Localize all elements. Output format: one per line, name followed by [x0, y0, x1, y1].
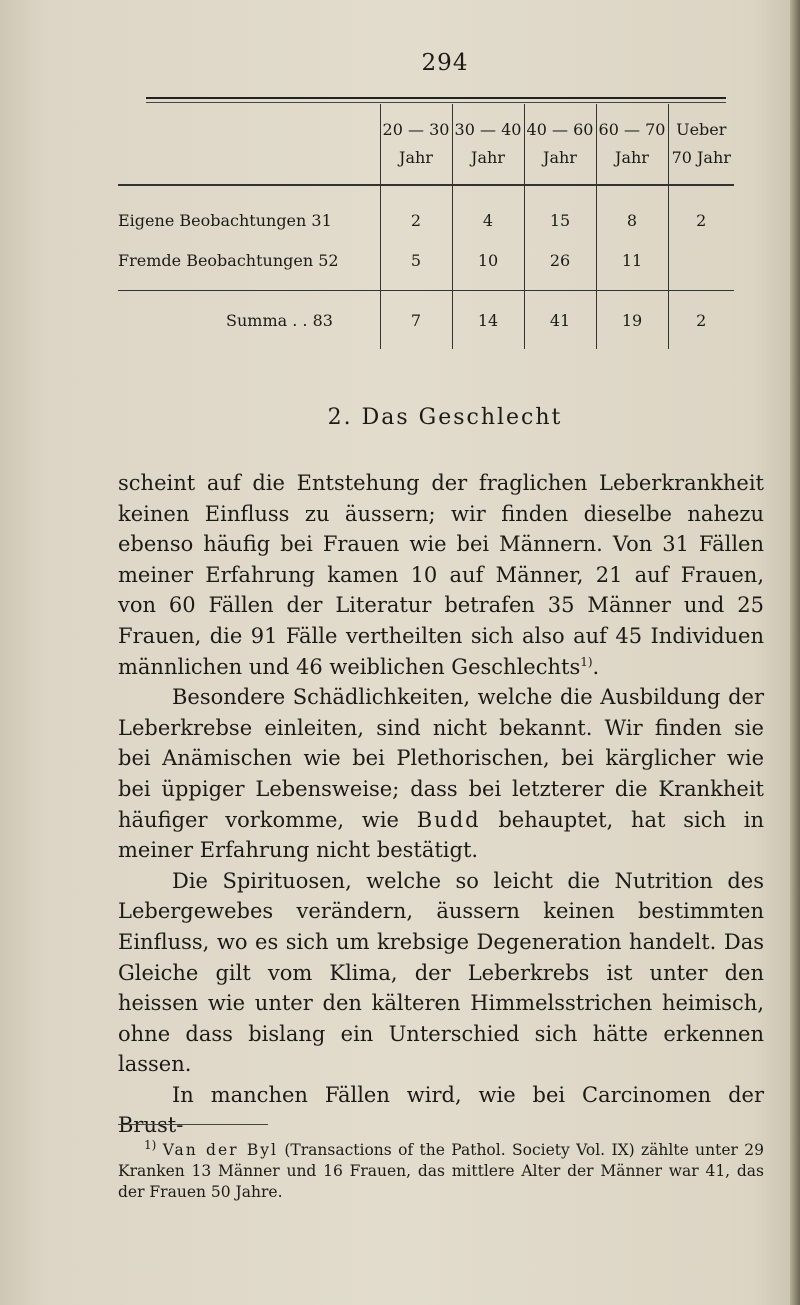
- sum-cell: 14: [452, 291, 524, 350]
- table-cell: 4: [452, 185, 524, 240]
- table-cell: [668, 240, 734, 291]
- page-number: 294: [421, 50, 469, 76]
- table-cell: 2: [668, 185, 734, 240]
- table-cell: 5: [380, 240, 452, 291]
- table-cell: 10: [452, 240, 524, 291]
- header-age-30-40: 30 — 40 Jahr: [452, 104, 524, 185]
- footnote-marker: 1): [144, 1137, 157, 1152]
- footnote-text: (Transactions of the Pathol. Society Vol. IX) zählte unter 29 Kranken 13 Männer und 16 Frauen, das mittlere Alter der Männer war 41, das der Frauen 50 Jahre.: [118, 1141, 764, 1201]
- sum-cell: 2: [668, 291, 734, 350]
- sum-cell: 19: [596, 291, 668, 350]
- sum-cell: 41: [524, 291, 596, 350]
- paragraph: In manchen Fällen wird, wie bei Carcinomen der Brust-: [118, 1082, 764, 1138]
- header-age-60-70: 60 — 70 Jahr: [596, 104, 668, 185]
- footnote: [118, 1137, 764, 1203]
- table-cell: 11: [596, 240, 668, 291]
- paragraph: Die Spirituosen, welche so leicht die Nutrition des Lebergewebes verändern, äussern keinen bestimmten Einfluss, wo es sich um krebsige Degeneration handelt. Das Gleiche gilt vom Klima, der Leberkrebs ist unter den heissen wie unter den kälteren Himmelsstrichen heimisch, ohne dass bislang ein Unterschied sich hätte erkennen lassen.: [118, 868, 764, 1077]
- footnote-rule: [118, 1124, 268, 1125]
- table-row-eigene: [118, 185, 734, 240]
- paragraph: Besondere Schädlichkeiten, welche die Ausbildung der Leberkrebse einleiten, sind nicht bekannt. Wir finden sie bei Anämischen wie bei Plethorischen, bei kärglicher wie bei üppiger Lebensweise; dass bei letzterer die Krankheit häufiger vorkomme, wie Budd behauptet, hat sich in meiner Erfahrung nicht bestätigt.: [118, 685, 764, 863]
- section-heading: 2. Das Geschlecht: [327, 405, 563, 430]
- row-label: Eigene Beobachtungen 31: [118, 210, 332, 230]
- header-age-20-30: 20 — 30 Jahr: [380, 104, 452, 185]
- table-cell: 26: [524, 240, 596, 291]
- sum-cell: 7: [380, 291, 452, 350]
- table-top-rule: [146, 97, 726, 103]
- table-cell: 15: [524, 185, 596, 240]
- footnote-author: Van der Byl: [162, 1141, 279, 1159]
- table-row-fremde: [118, 240, 734, 291]
- table-corner-cell: [118, 104, 380, 185]
- row-label: Fremde Beobachtungen 52: [118, 240, 380, 291]
- body-text: [118, 468, 764, 1141]
- table-cell: 2: [380, 185, 452, 240]
- table-header-row: [118, 104, 734, 185]
- page-edge-shadow: [790, 0, 800, 1305]
- sum-label: Summa . . 83: [226, 310, 333, 330]
- table-row-summa: [118, 291, 734, 350]
- age-distribution-table: [118, 104, 734, 349]
- table-cell: 8: [596, 185, 668, 240]
- paragraph: scheint auf die Entstehung der fraglichen Leberkrankheit keinen Einfluss zu äussern; wir finden dieselbe nahezu ebenso häufig bei Frauen wie bei Männern. Von 31 Fällen meiner Erfahrung kamen 10 auf Männer, 21 auf Frauen, von 60 Fällen der Literatur betrafen 35 Männer und 25 Frauen, die 91 Fälle vertheilten sich also auf 45 Individuen männlichen und 46 weiblichen Geschlechts$^{1)}$.: [118, 471, 764, 679]
- footnote-reference: 1): [580, 654, 593, 669]
- header-age-40-60: 40 — 60 Jahr: [524, 104, 596, 185]
- header-age-over-70: Ueber 70 Jahr: [668, 104, 734, 185]
- author-name: Budd: [416, 807, 481, 832]
